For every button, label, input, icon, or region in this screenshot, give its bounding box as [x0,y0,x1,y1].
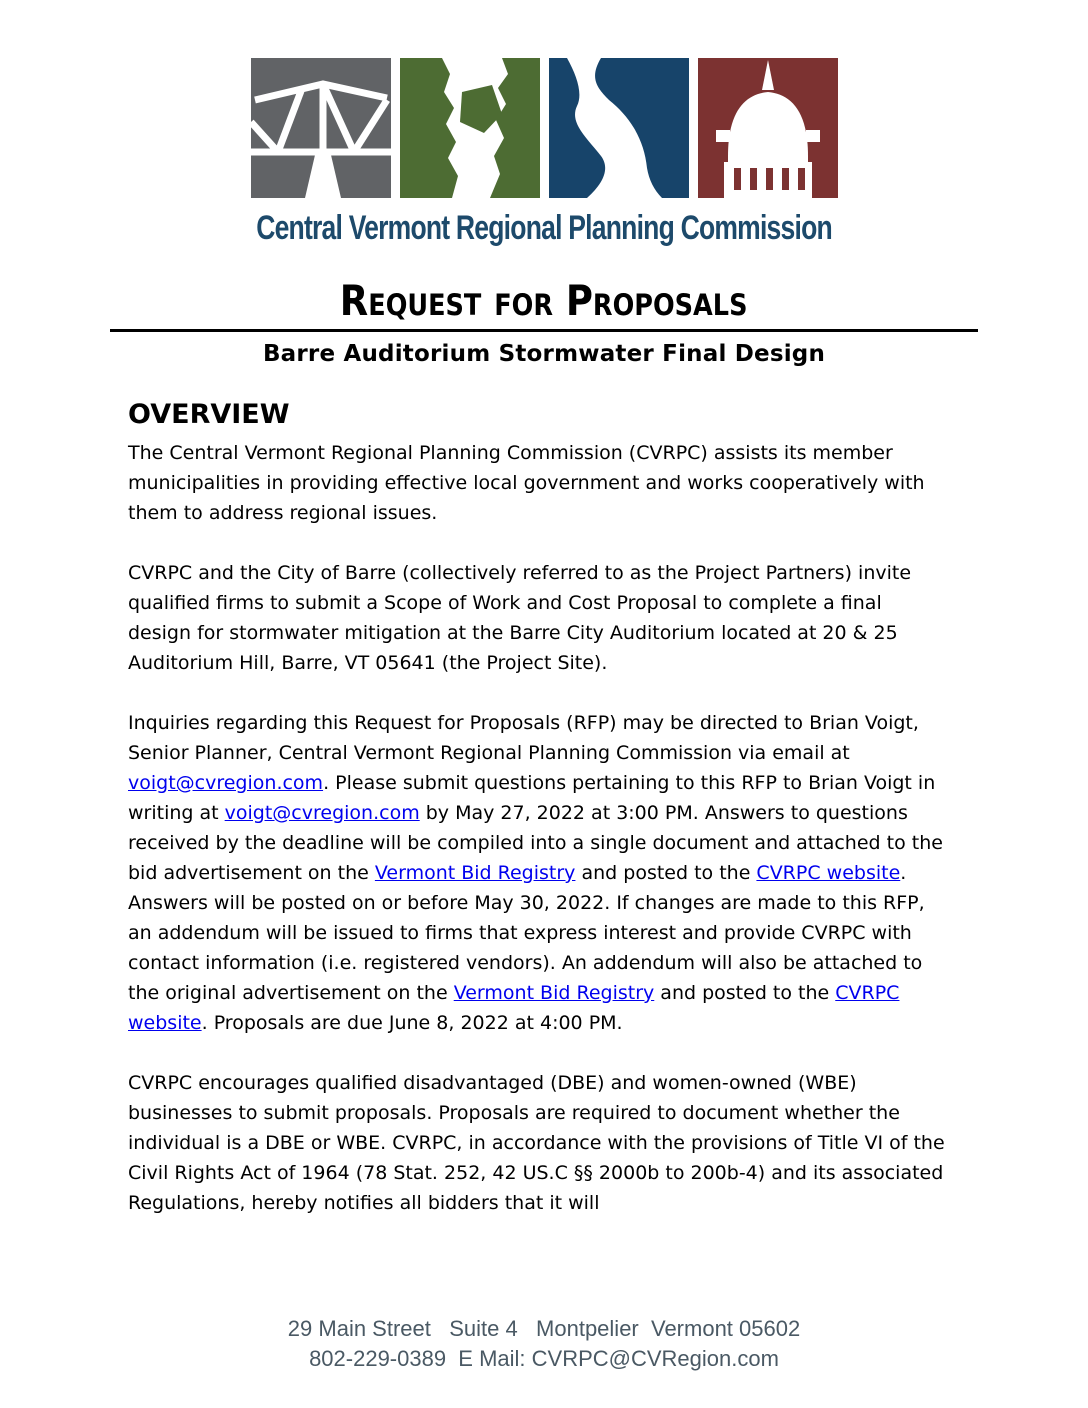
paragraph-intro: The Central Vermont Regional Planning Commission (CVRPC) assists its member municipalities in providing effective local government and works cooperatively with them to address regional issues. [128,442,925,524]
cvrpc-logo [0,0,1088,248]
hyperlink[interactable]: CVRPC website [756,862,901,884]
bridge-icon [251,58,391,198]
hyperlink[interactable]: Vermont Bid Registry [453,982,655,1004]
river-icon [549,58,689,198]
logo-panels [252,58,836,198]
page-footer [0,1314,1088,1374]
paragraph-project: CVRPC and the City of Barre (collectively referred to as the Project Partners) invite qualified firms to submit a Scope of Work and Cost Proposal to complete a final design for stormwater mitigation at the Barre City Auditorium located at 20 & 25 Auditorium Hill, Barre, VT 05641 (the Project Site). [128,562,912,674]
document-title: Request for Proposals [340,276,748,325]
footer-address: 29 Main Street Suite 4 Montpelier Vermont 05602 [287,1316,801,1341]
capitol-dome-icon [698,58,838,198]
hyperlink[interactable]: Vermont Bid Registry [374,862,576,884]
document-subtitle: Barre Auditorium Stormwater Final Design [262,341,826,367]
overview-heading: OVERVIEW [128,399,290,430]
hyperlink[interactable]: voigt@cvregion.com [224,802,420,824]
paragraph-inquiries: Inquiries regarding this Request for Proposals (RFP) may be directed to Brian Voigt, Senior Planner, Central Vermont Regional Planning Commission via email at voigt@cvregion.com. Please submit questions pertaining to this RFP to Brian Voigt in writing at voigt@cvregion.com by May 27, 2022 at 3:00 PM. Answers to questions received by the deadline will be compiled into a single document and attached to the bid advertisement on the Vermont Bid Registry and posted to the CVRPC website. Answers will be posted on or before May 30, 2022. If changes are made to this RFP, an addendum will be issued to firms that express interest and provide CVRPC with contact information (i.e. registered vendors). An addendum will also be attached to the original advertisement on the Vermont Bid Registry and posted to the CVRPC website. Proposals are due June 8, 2022 at 4:00 PM. [128,712,943,1034]
title-divider [110,329,978,332]
vermont-map-icon [400,58,540,198]
hyperlink[interactable]: CVRPC website [128,982,900,1034]
document-body [128,400,950,1218]
hyperlink[interactable]: voigt@cvregion.com [128,772,324,794]
paragraph-dbe-wbe: CVRPC encourages qualified disadvantaged (DBE) and women-owned (WBE) businesses to submit proposals. Proposals are required to document whether the individual is a DBE or WBE. CVRPC, in accordance with the provisions of Title VI of the Civil Rights Act of 1964 (78 Stat. 252, 42 US.C §§ 2000b to 200b-4) and its associated Regulations, hereby notifies all bidders that it will [128,1072,945,1214]
footer-contact: 802-229-0389 E Mail: CVRPC@CVRegion.com [309,1346,779,1371]
logo-wordmark: Central Vermont Regional Planning Commission [256,209,832,247]
